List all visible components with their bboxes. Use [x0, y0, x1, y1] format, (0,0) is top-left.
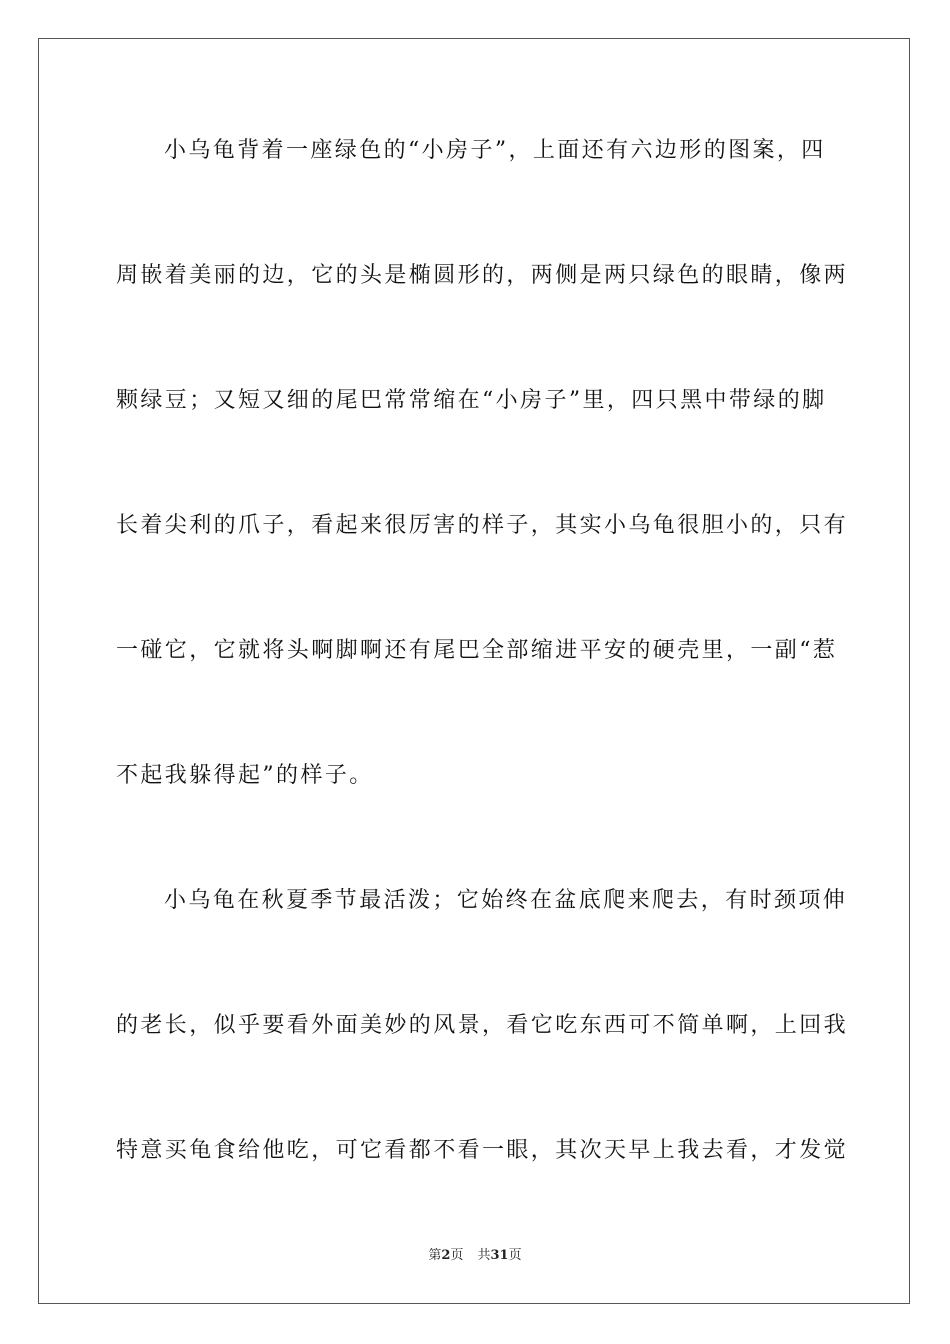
page-suffix: 页	[450, 1248, 464, 1263]
total-prefix: 共	[477, 1248, 491, 1263]
text-line-3: 颗绿豆；又短又细的尾巴常常缩在“小房子”里，四只黑中带绿的脚	[116, 388, 827, 413]
text-line-8: 的老长，似乎要看外面美妙的风景，看它吃东西可不简单啊，上回我	[116, 1013, 849, 1038]
text-line-1: 小乌龟背着一座绿色的“小房子”，上面还有六边形的图案，四	[164, 138, 826, 163]
text-line-7: 小乌龟在秋夏季节最活泼；它始终在盆底爬来爬去，有时颈项伸	[164, 888, 848, 913]
total-suffix: 页	[508, 1248, 522, 1263]
page-footer	[0, 1248, 950, 1264]
text-line-2: 周嵌着美丽的边，它的头是椭圆形的，两侧是两只绿色的眼睛，像两	[116, 263, 849, 288]
text-line-6: 不起我躲得起”的样子。	[116, 763, 374, 788]
page-number: 2	[441, 1248, 451, 1263]
text-line-9: 特意买龟食给他吃，可它看都不看一眼，其次天早上我去看，才发觉	[116, 1138, 849, 1163]
page-prefix: 第	[428, 1248, 442, 1263]
text-line-5: 一碰它，它就将头啊脚啊还有尾巴全部缩进平安的硬壳里，一副“惹	[116, 638, 838, 663]
text-line-4: 长着尖利的爪子，看起来很厉害的样子，其实小乌龟很胆小的，只有	[116, 513, 849, 538]
total-pages: 31	[490, 1248, 509, 1263]
page-border	[38, 38, 910, 1304]
